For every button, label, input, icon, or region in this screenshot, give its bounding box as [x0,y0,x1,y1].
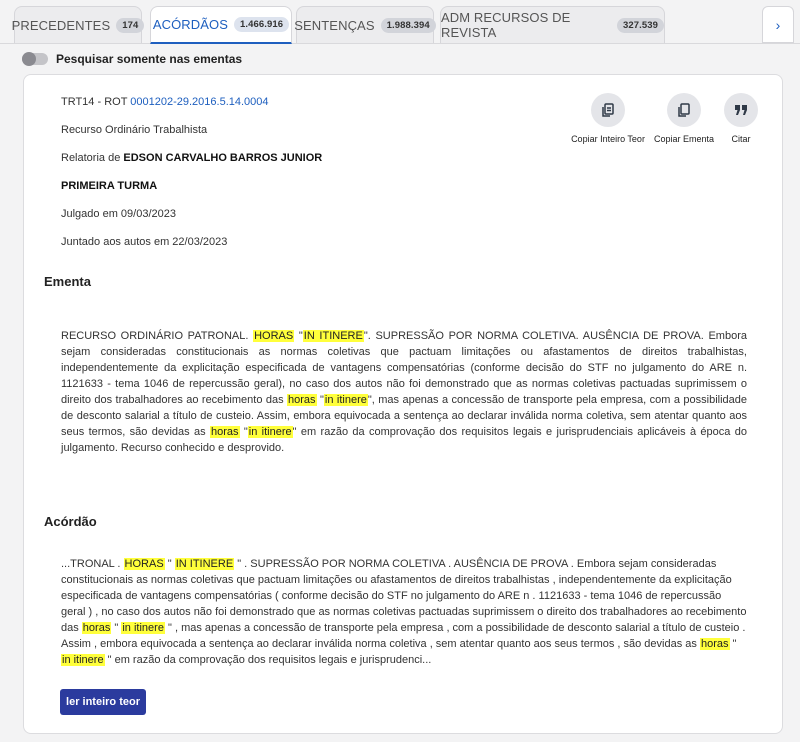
ementa-search-toggle-row [22,50,242,68]
acordao-segment: " [111,622,122,634]
acordao-segment: ...TRONAL . [61,558,124,570]
acordao-segment: " , mas apenas a concessão de transporte pela empresa , com a possibilidade de desconto salarial a título de custeio . Assim , embora equivocada a sentença ao declarar inválida norma coletiva , sem atentar quanto aos seus termos , são devidas as [61,622,746,650]
acordao-segment: " [729,638,737,650]
panel-name [61,180,157,192]
tab-acordaos[interactable] [150,6,292,44]
cite-button[interactable] [701,93,781,144]
ementa-segment: " [316,394,324,406]
copy-document-icon [591,93,625,127]
tab-label: PRECEDENTES [11,17,111,33]
search-highlight: IN ITINERE [175,558,234,570]
cite-label: Citar [731,134,751,144]
panel-label: PRIMEIRA TURMA [61,180,158,192]
tab-precedentes[interactable] [11,6,142,43]
search-highlight: horas [210,426,239,438]
judged-date: Julgado em 09/03/2023 [61,208,176,220]
result-card [23,74,783,734]
copy-icon [667,93,701,127]
court-prefix: TRT14 - ROT [61,96,128,108]
acordao-heading: Acórdão [44,514,97,529]
tab-bar [0,0,800,44]
rapporteur-prefix: Relatoria de [61,152,121,164]
ementa-segment: " em razão da comprovação dos requisitos legais e jurisprudenciais aplicáveis à época do julgamento. Recurso conhecido e desprovido. [61,426,747,454]
search-highlight: HORAS [124,558,164,570]
ementa-search-toggle-label: Pesquisar somente nas ementas [56,52,243,66]
acordao-segment: " [164,558,175,570]
ementa-segment: ". SUPRESSÃO POR NORMA COLETIVA. AUSÊNCIA DE PROVA. Embora sejam consideradas constitucionais as normas coletivas que pactuam limitações ou afastamentos de direitos trabalhistas, independentemente da explicitação especificada de vantagens compensatórias (conforme decisão do STF no julgamento do ARE n. 1121633 - tema 1046 de repercussão geral), no caso dos autos não foi demonstrado que as normas coletivas pactuadas suprimissem o direito dos trabalhadores ao recebimento das [61,330,747,406]
tab-count: 174 [116,18,144,33]
ementa-segment: " [239,426,248,438]
search-highlight: HORAS [254,330,294,342]
attached-date: Juntado aos autos em 22/03/2023 [61,236,228,248]
case-number-link[interactable]: 0001202-29.2016.5.14.0004 [130,96,269,108]
rapporteur-line [61,152,322,164]
acordao-segment: " em razão da comprovação dos requisitos legais e jurisprudenci... [104,654,432,666]
search-highlight: horas [288,394,316,406]
quote-icon [724,93,758,127]
copy-ementa-label: Copiar Ementa [653,134,715,144]
ementa-segment: " [294,330,303,342]
tab-sentencas[interactable] [296,6,434,43]
tab-label: SENTENÇAS [294,17,375,33]
tab-label: ACÓRDÃOS [152,17,229,32]
appeal-type: Recurso Ordinário Trabalhista [61,124,208,136]
rapporteur-name: EDSON CARVALHO BARROS JUNIOR [123,152,323,164]
tab-count: 327.539 [617,18,664,33]
copy-full-text-label: Copiar Inteiro Teor [571,134,645,144]
search-highlight: in itinere [324,394,367,406]
search-highlight: in itinere [122,622,164,634]
tabs-scroll-right-button[interactable] [762,6,794,43]
chevron-right-icon: › [775,16,781,33]
search-highlight: IN ITINERE [303,330,363,342]
acordao-text [61,556,747,668]
ementa-segment: RECURSO ORDINÁRIO PATRONAL. [61,330,254,342]
tab-adm-recursos-de-revista[interactable] [440,6,665,43]
acordao-segment: " . SUPRESSÃO POR NORMA COLETIVA . AUSÊNCIA DE PROVA . Embora sejam consideradas constitucionais as normas coletivas que pactuam limitações ou afastamentos de direitos trabalhistas , independentemente da explicitação especificada de vantagens compensatórias ( conforme decisão do STF no julgamento do ARE n . 1121633 - tema 1046 de repercussão geral ) , no caso dos autos não foi demonstrado que as normas coletivas pactuadas suprimissem o direito dos trabalhadores ao recebimento das [61,558,747,634]
search-highlight: in itinere [248,426,292,438]
ementa-text [61,328,747,456]
copy-full-text-button[interactable] [568,93,648,144]
ementa-heading: Ementa [44,274,91,289]
search-highlight: in itinere [62,654,104,666]
case-identifier [61,96,269,108]
tab-label: ADM RECURSOS DE REVISTA [441,10,571,40]
search-highlight: horas [82,622,111,634]
search-highlight: horas [700,638,729,650]
ementa-search-toggle[interactable] [22,53,48,65]
tab-count: 1.466.916 [234,17,289,32]
ementa-segment: ", mas apenas a concessão de transporte pela empresa, com a possibilidade de desconto salarial a título de custeio. Assim, embora equivocada a sentença ao declarar inválida norma coletiva, sem atentar quanto aos seus termos, são devidas as [61,394,747,438]
read-full-text-button[interactable]: ler inteiro teor [60,689,146,715]
tab-count: 1.988.394 [381,18,436,33]
